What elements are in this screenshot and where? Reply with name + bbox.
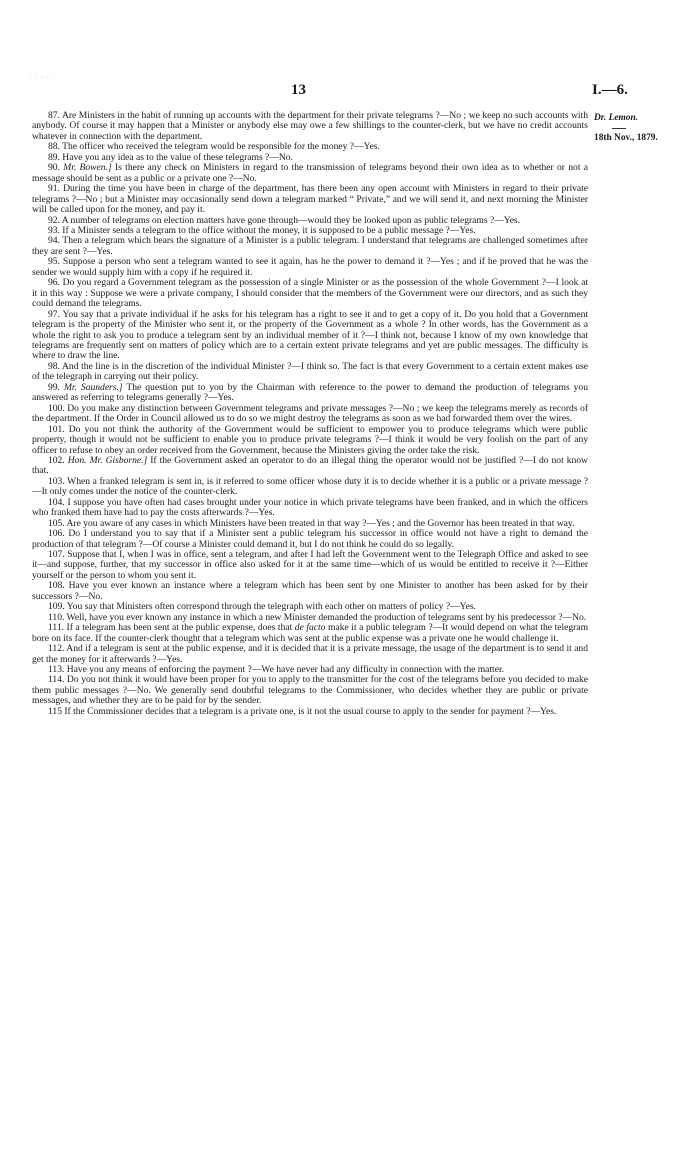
question-paragraph: [32, 257, 588, 278]
paragraph-text: 101. Do you not think the authority of the Government would be sufficient to empower you to produce telegrams which were public property, though it would not be sufficient to enable you to produce private telegrams ?—I think it would be very foolish on the part of any officer to refuse to obey an order received from the Government, because the Ministers giving the order take the risk.: [32, 423, 588, 456]
testimony-body: [32, 111, 588, 717]
margin-note: [594, 112, 694, 145]
paragraph-text: 105. Are you aware of any cases in which Ministers have been treated in that way ?—Yes ; and the Governor has been treated in that way.: [48, 517, 575, 529]
question-paragraph: [32, 498, 588, 519]
document-reference: I.—6.: [592, 82, 628, 98]
question-paragraph: [32, 163, 588, 184]
question-paragraph: [32, 278, 588, 309]
paragraph-text: 95. Suppose a person who sent a telegram wanted to see it again, has he the power to demand it ?—Yes ; and if he proved that he was the sender we would supply him with a copy if he required it.: [32, 256, 588, 278]
question-paragraph: [32, 111, 588, 142]
paragraph-text: 93. If a Minister sends a telegram to the office without the money, it is supposed to be a public message ?—Yes.: [48, 224, 476, 236]
speaker-name: Mr. Saunders.]: [63, 381, 123, 393]
speaker-name: Mr. Bowen.]: [63, 162, 112, 174]
question-paragraph: [32, 456, 588, 477]
paragraph-text: Is there any check on Ministers in regard to the transmission of telegrams beyond their own idea as to whether or not a message should be sent as a public or a private one ?—No.: [32, 162, 589, 184]
speaker-name: de facto: [294, 622, 326, 634]
paragraph-text: 103. When a franked telegram is sent in, is it referred to some officer whose duty it is to decide whether it is a public or a private message ?—It only comes under the notice of the counter-clerk.: [32, 475, 588, 498]
paragraph-text: 107. Suppose that I, when I was in office, sent a telegram, and after I had left the Government went to the Telegraph Office and asked to see it—and suppose, further, that my successor in office also asked for it at the same time—which of us would be entitled to receive it ?—Either yourself or the person to whom you sent it.: [32, 549, 588, 581]
speaker-name: Hon. Mr. Gisborne.]: [67, 454, 148, 466]
paragraph-text: 104. I suppose you have often had cases brought under your notice in which private telegrams have been franked, and in which the officers who franked them have had to pay the costs afterwards ?—Yes.: [32, 496, 588, 519]
question-paragraph: [32, 707, 588, 717]
paragraph-lead: 111. If a telegram has been sent at the public expense, does that: [48, 622, 295, 634]
paragraph-text: 115 If the Commissioner decides that a telegram is a private one, is it not the usual course to apply to the sender for payment ?—Yes.: [48, 705, 557, 717]
paragraph-text: If the Government asked an operator to do an illegal thing the operator would not be justified ?—I do not know that.: [32, 454, 588, 477]
question-paragraph: [32, 529, 588, 550]
paragraph-text: 89. Have you any idea as to the value of these telegrams ?—No.: [48, 151, 293, 163]
paragraph-text: 110. Well, have you ever known any instance in which a new Minister demanded the production of telegrams sent by his predecessor ?—No.: [48, 611, 587, 623]
paragraph-text: 88. The officer who received the telegram would be responsible for the money ?—Yes.: [48, 141, 380, 153]
question-paragraph: [32, 236, 588, 257]
page-number: 13: [291, 82, 306, 98]
question-paragraph: [32, 383, 588, 404]
paragraph-text: 87. Are Ministers in the habit of running up accounts with the department for their private telegrams ?—No ; we keep no such accounts with anybody. Of course it may happen that a Minister or anybody else may owe a few shillings to the counter-clerk, but we have no credit accounts whatever in connection with the department.: [32, 110, 588, 142]
paragraph-text: 94. Then a telegram which bears the signature of a Minister is a public telegram. I understand that telegrams are challenged sometimes after they are sent ?—Yes.: [32, 235, 588, 257]
question-paragraph: [32, 550, 588, 581]
paragraph-lead: 99.: [48, 381, 64, 393]
question-paragraph: [32, 404, 588, 425]
question-paragraph: [32, 581, 588, 602]
paragraph-text: The question put to you by the Chairman with reference to the power to demand the production of telegrams you answered as referring to telegrams generally ?—Yes.: [32, 381, 588, 404]
question-paragraph: [32, 675, 588, 706]
question-paragraph: [32, 362, 588, 383]
question-paragraph: [32, 644, 588, 665]
paragraph-text: 109. You say that Ministers often correspond through the telegraph with each other on matters of policy ?—Yes.: [48, 601, 476, 613]
question-paragraph: [32, 310, 588, 362]
question-paragraph: [32, 477, 588, 498]
paragraph-text: 97. You say that a private individual if he asks for his telegram has a right to see it and to get a copy of it. Do you hold that a Government telegram is the property of the Minister who sent it, or the property of the Government as a whole ? In other words, has the Government as a whole the right to ask you to produce a telegram sent by an individual member of it ?—I think not, because I know of my own knowledge that telegrams are frequently sent on matters of policy which are to a certain extent private telegrams and yet are public messages. The difficulty is where to draw the line.: [32, 308, 588, 362]
paragraph-text: 91. During the time you have been in charge of the department, has there been any open account with Ministers in regard to their private telegrams ?—No ; but a Minister may occasionally send down a telegram marked “ Private,” and we will send it, and next morning the Minister will be called upon for the money, and pay it.: [32, 183, 588, 216]
question-paragraph: [32, 425, 588, 456]
page-speck: · · · · ·: [30, 75, 55, 81]
paragraph-text: 113. Have you any means of enforcing the payment ?—We have never had any difficulty in connection with the matter.: [48, 664, 504, 676]
paragraph-text: 106. Do I understand you to say that if a Minister sent a public telegram his successor in office would not have a right to demand the production of that telegram ?—Of course a Minister could demand it, but I do not think he could do so legally.: [32, 528, 588, 550]
paragraph-text: 114. Do you not think it would have been proper for you to apply to the transmitter for the cost of the telegrams before you decided to make them public messages ?—No. We generally send doubtful telegrams to the Commissioner, who decides whether they are public or private messages, and whether they are to be paid for by the sender.: [32, 674, 588, 707]
paragraph-text: 100. Do you make any distinction between Government telegrams and private messages ?—No ; we keep the telegrams merely as records of the department. If the Order in Council allowed us to do so we might destroy the telegrams as soon as we had forwarded them over the wires.: [32, 402, 588, 425]
paragraph-lead: 102.: [48, 454, 68, 466]
testimony-date: 18th Nov., 1879.: [594, 133, 658, 143]
page-header: [0, 82, 700, 102]
paragraph-lead: 90.: [48, 162, 64, 174]
witness-name: Dr. Lemon.: [594, 113, 639, 123]
paragraph-text: 92. A number of telegrams on election matters have gone through—would they be looked upon as public telegrams ?—Yes.: [48, 214, 521, 226]
paragraph-text: 108. Have you ever known an instance where a telegram which has been sent by one Minister to another has been asked for by their successors ?—No.: [32, 580, 588, 602]
paragraph-text: 96. Do you regard a Government telegram as the possession of a single Minister or as the possession of the whole Government ?—I look at it in this way : Suppose we were a private company, I should consider that the members of the Government were our directors, and as such they could demand the telegrams.: [32, 277, 588, 310]
paragraph-text: make it a public telegram ?—It would depend on what the telegram bore on its face. If the counter-clerk thought that a telegram which was sent at the public expense was a private one he would challenge it.: [32, 622, 589, 644]
question-paragraph: [32, 623, 588, 644]
margin-divider: [612, 128, 626, 129]
question-paragraph: [32, 184, 588, 215]
paragraph-text: 98. And the line is in the discretion of the individual Minister ?—I think so. The fact is that every Government to a certain extent makes use of the telegraph in carrying out their policy.: [32, 360, 588, 383]
paragraph-text: 112. And if a telegram is sent at the public expense, and it is decided that it is a private message, the usage of the department is to send it and get the money for it afterwards ?—Yes.: [32, 643, 588, 665]
